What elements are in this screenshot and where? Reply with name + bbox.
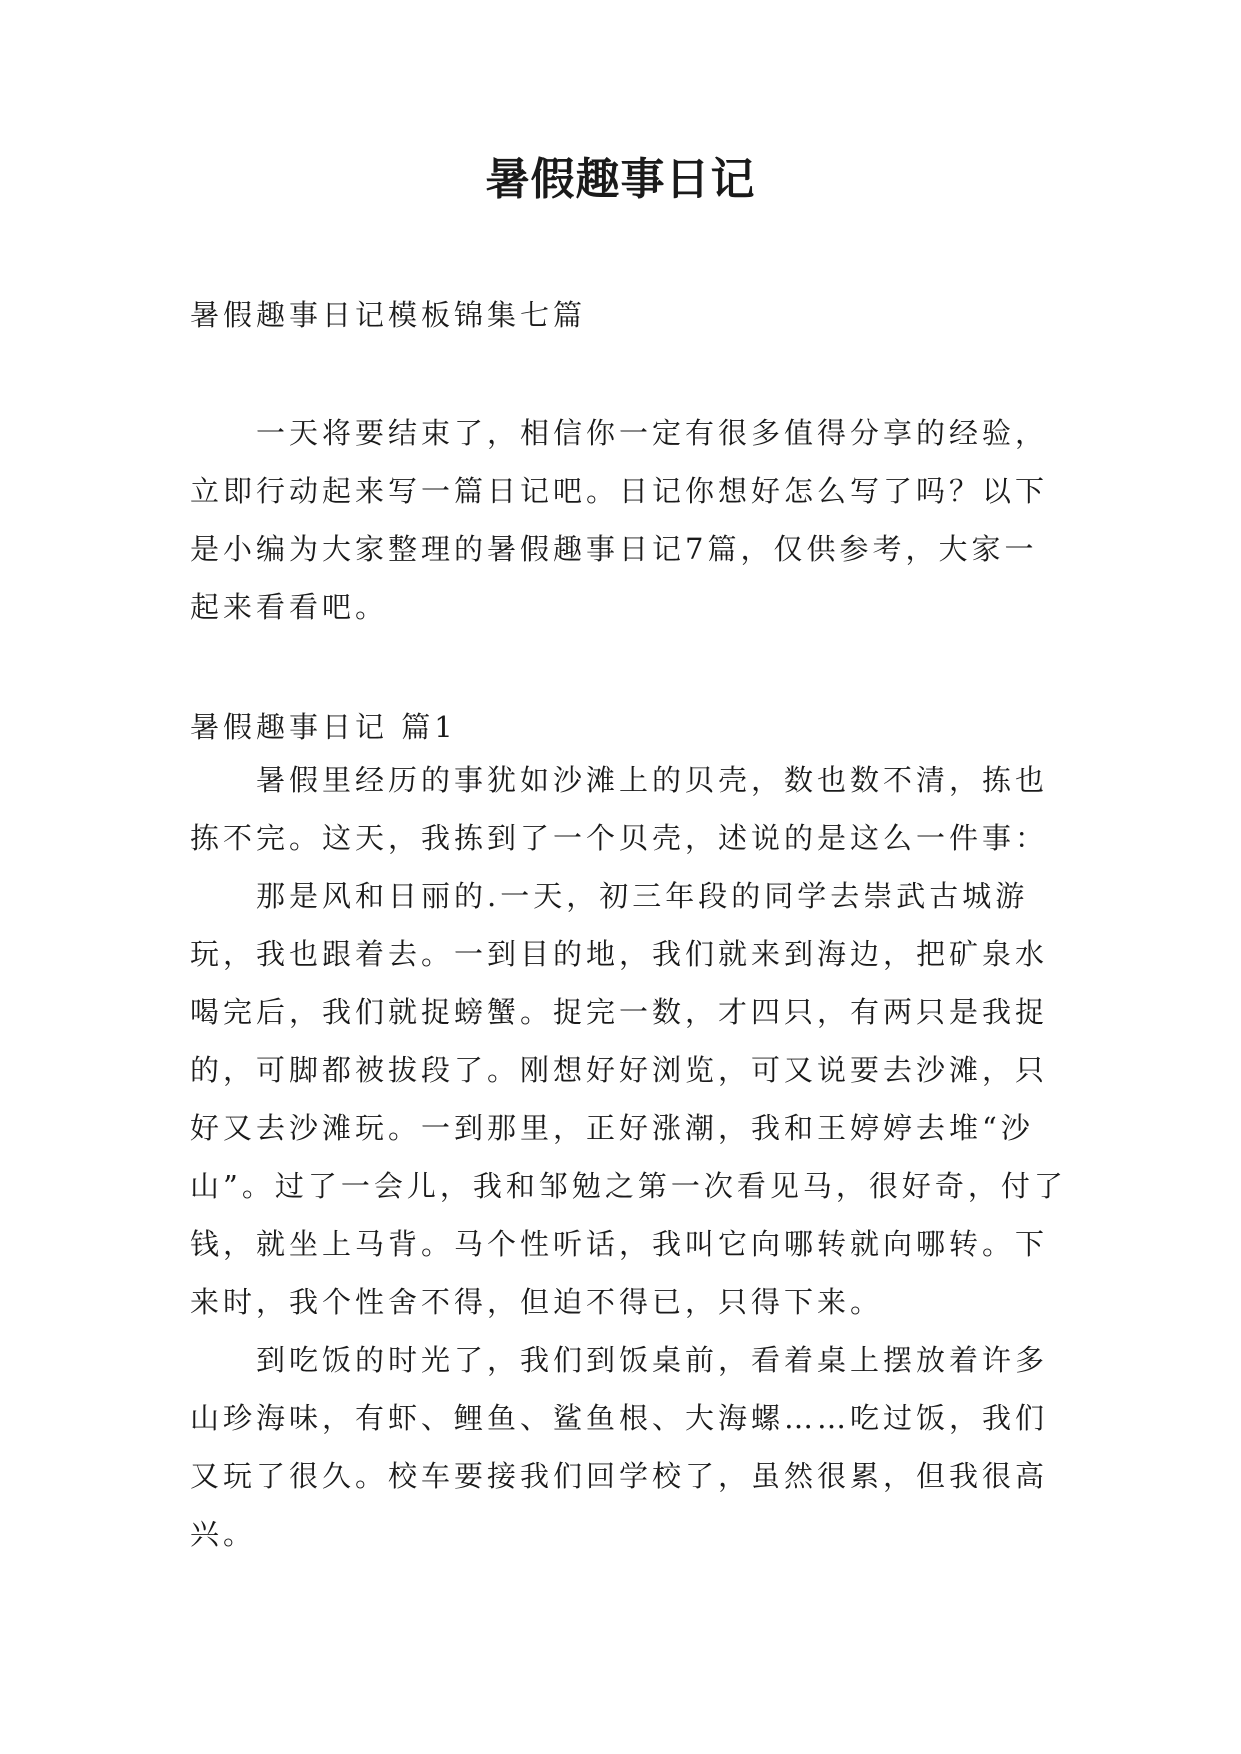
section-paragraph-2: 那是风和日丽的.一天，初三年段的同学去崇武古城游玩，我也跟着去。一到目的地，我们就来到海边，把矿泉水喝完后，我们就捉螃蟹。捉完一数，才四只，有两只是我捉的，可脚都被拔段了。刚想好好浏览，可又说要去沙滩，只好又去沙滩玩。一到那里，正好涨潮，我和王婷婷去堆“沙山”。过了一会儿，我和邹勉之第一次看见马，很好奇，付了钱，就坐上马背。马个性听话，我叫它向哪转就向哪转。下来时，我个性舍不得，但迫不得已，只得下来。 (190, 879, 1067, 1319)
document-title: 暑假趣事日记 (485, 154, 756, 205)
section-heading: 暑假趣事日记 篇1 (190, 710, 457, 744)
section-paragraph-3: 到吃饭的时光了，我们到饭桌前，看着桌上摆放着许多山珍海味，有虾、鲤鱼、鲨鱼根、大海螺……吃过饭，我们又玩了很久。校车要接我们回学校了，虽然很累，但我很高兴。 (190, 1343, 1049, 1551)
document-subtitle: 暑假趣事日记模板锦集七篇 (190, 298, 587, 332)
intro-paragraph: 一天将要结束了，相信你一定有很多值得分享的经验，立即行动起来写一篇日记吧。日记你想好怎么写了吗？以下是小编为大家整理的暑假趣事日记7篇，仅供参考，大家一起来看看吧。 (190, 416, 1049, 624)
section-paragraph-1: 暑假里经历的事犹如沙滩上的贝壳，数也数不清，拣也拣不完。这天，我拣到了一个贝壳，述说的是这么一件事： (190, 763, 1049, 855)
